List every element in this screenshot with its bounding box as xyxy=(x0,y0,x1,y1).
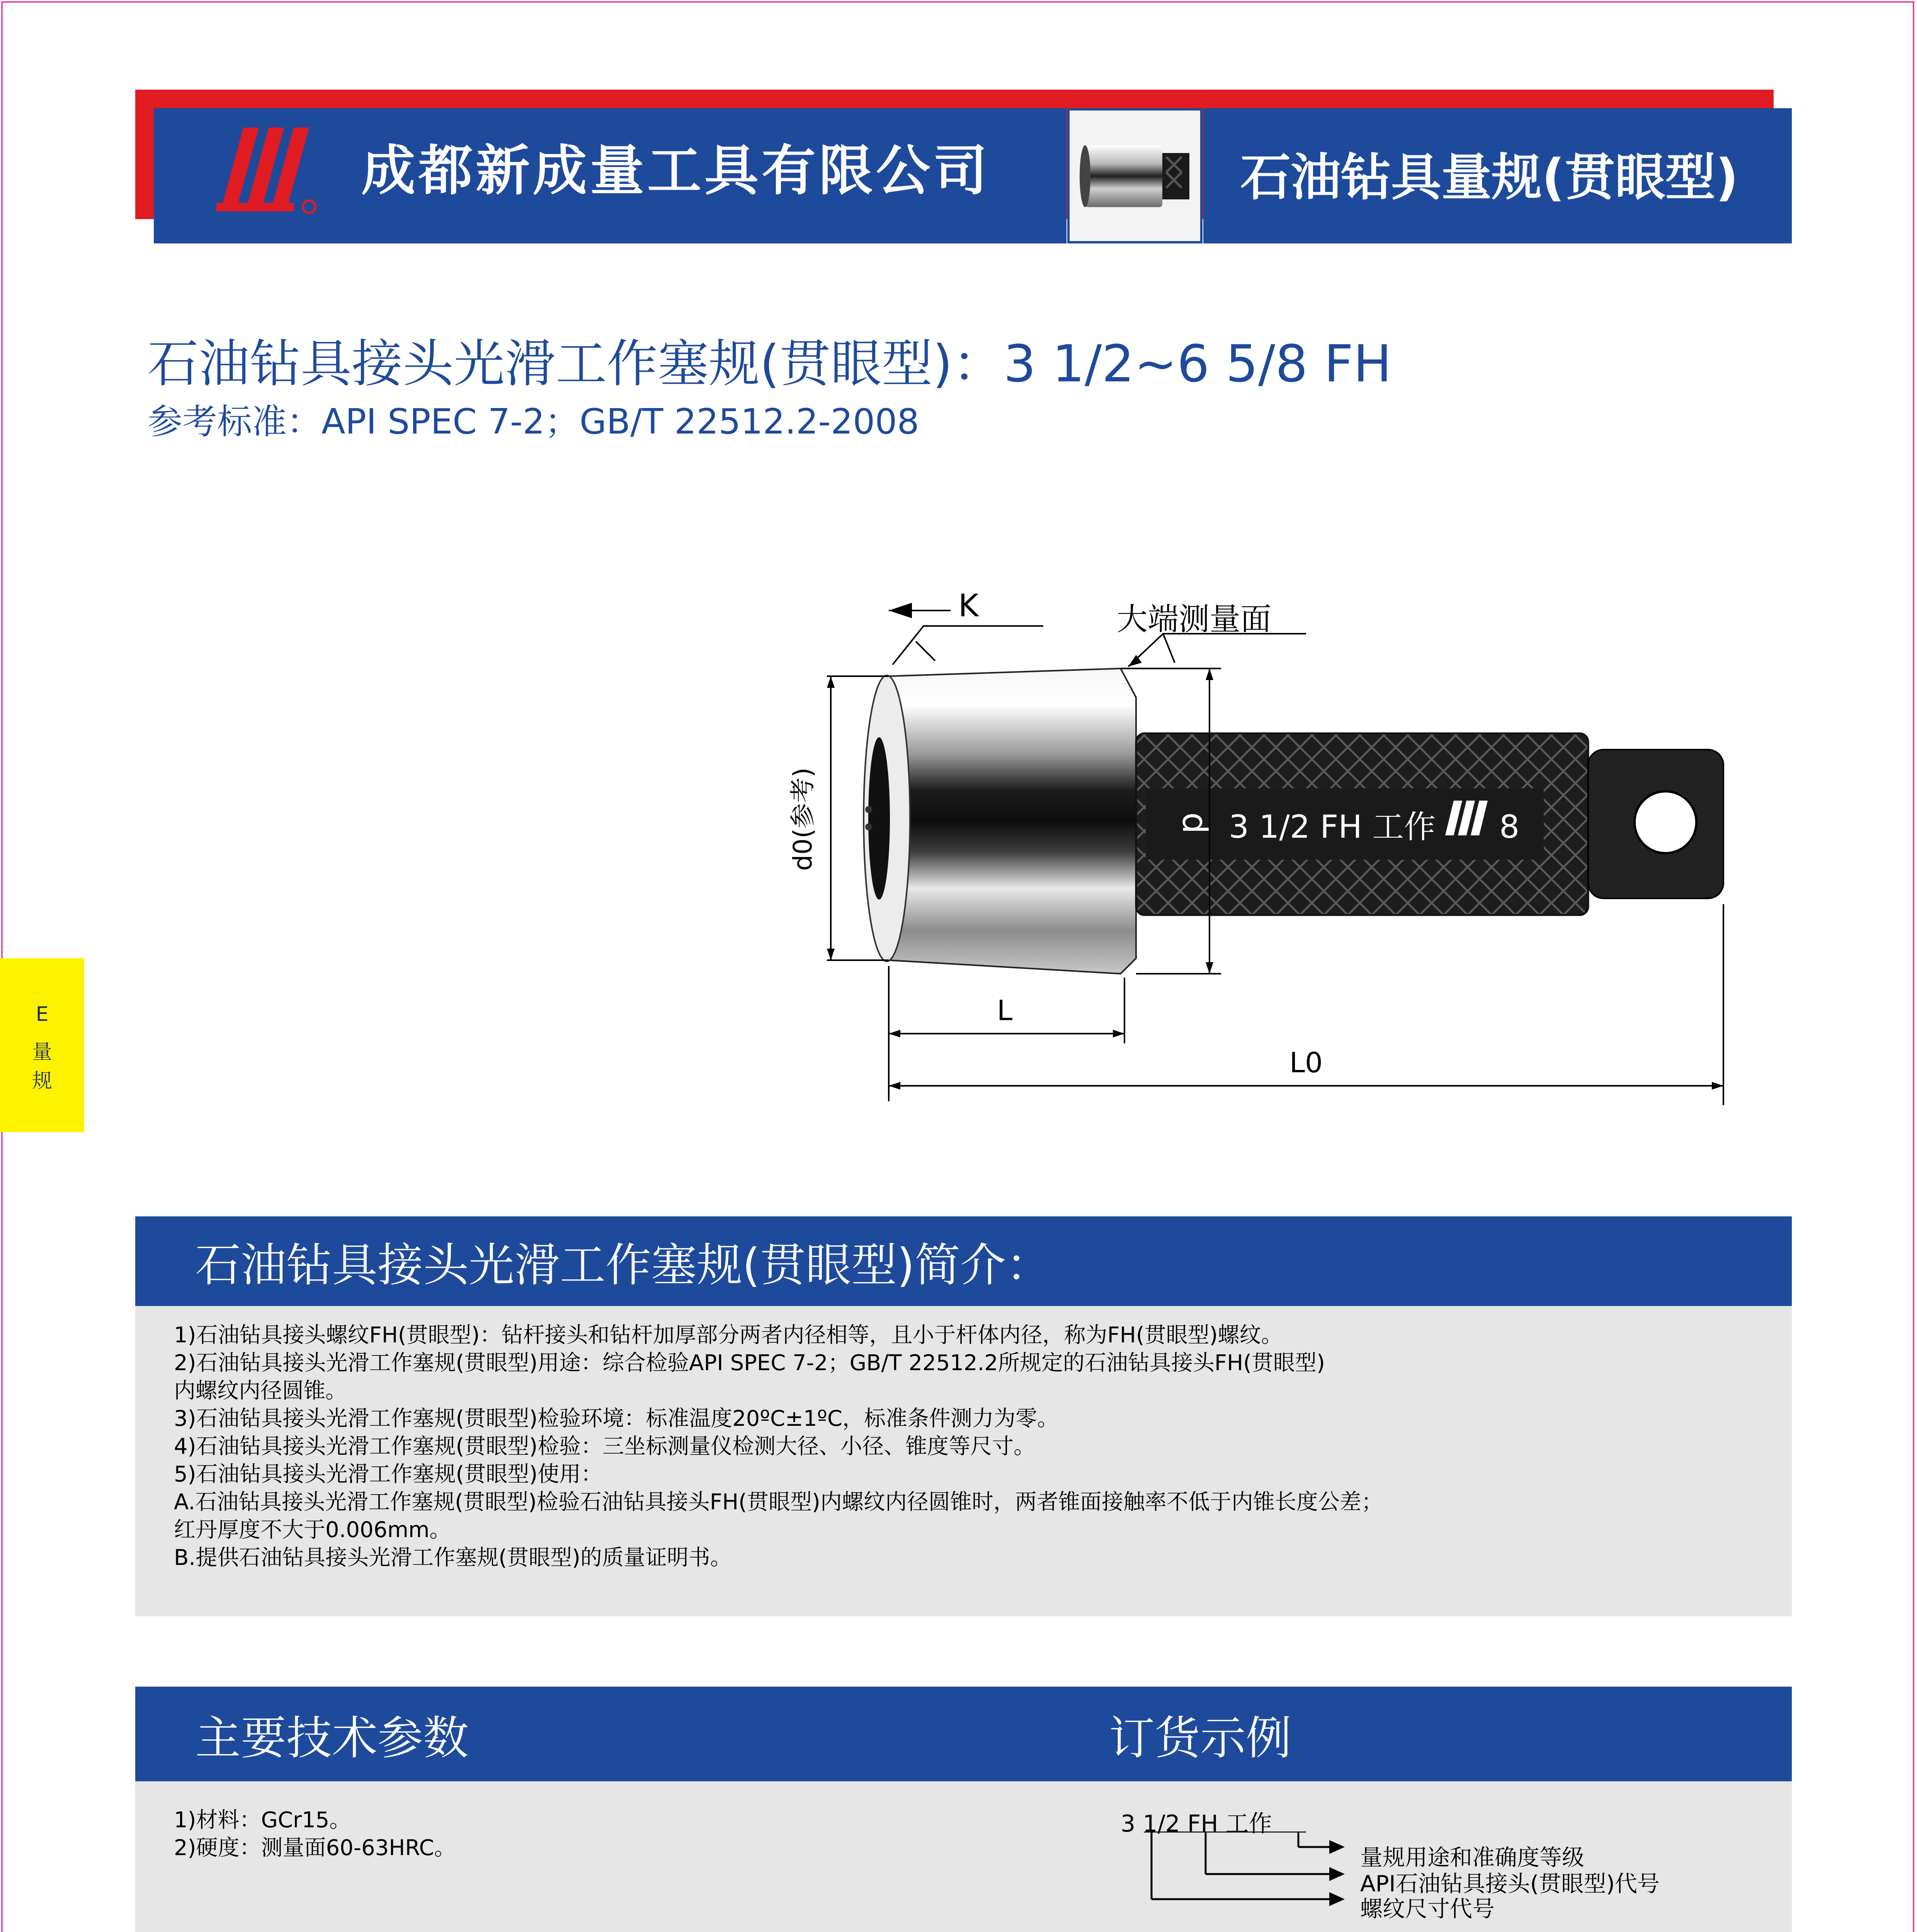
side-tab-char-2: 规 xyxy=(32,1070,52,1093)
intro-line: 5)石油钻具接头光滑工作塞规(贯眼型)使用： xyxy=(174,1462,603,1487)
label-k: K xyxy=(958,588,979,624)
plug-gauge-diagram xyxy=(773,580,1758,1121)
side-tab-char-1: 量 xyxy=(32,1041,52,1064)
label-d0: d0(参考) xyxy=(788,767,818,871)
handle-mark-grade: 8 xyxy=(1499,809,1520,845)
intro-line: 1)石油钻具接头螺纹FH(贯眼型)：钻杆接头和钻杆加厚部分两者内径相等，且小于杆体内径，称为FH(贯眼型)螺纹。 xyxy=(174,1323,1283,1348)
handle-mark-code: 3 1/2 FH 工作 xyxy=(1229,809,1436,845)
gauge-thumbnail-icon xyxy=(1070,111,1200,241)
header-product-thumbnail xyxy=(1067,108,1203,243)
hang-hole-icon xyxy=(1635,791,1696,853)
specs-heading: 主要技术参数 xyxy=(195,1711,469,1765)
intro-section-header xyxy=(135,1216,1792,1306)
intro-line: A.石油钻具接头光滑工作塞规(贯眼型)检验石油钻具接头FH(贯眼型)内螺纹内径圆锥时，两者锥面接触率不低于内锥长度公差； xyxy=(174,1490,1383,1515)
company-name: 成都新成量工具有限公司 xyxy=(361,139,991,202)
page-title: 石油钻具接头光滑工作塞规(贯眼型)：3 1/2~6 5/8 FH xyxy=(148,334,1392,394)
specs-section-header xyxy=(135,1687,1792,1781)
intro-text xyxy=(174,1321,1383,1572)
spec-line: 2)硬度：测量面60-63HRC。 xyxy=(174,1835,456,1861)
order-label-grade: 量规用途和准确度等级 xyxy=(1360,1844,1585,1871)
intro-line: B.提供石油钻具接头光滑工作塞规(贯眼型)的质量证明书。 xyxy=(174,1545,732,1570)
label-l: L xyxy=(997,994,1013,1027)
section-side-tab[interactable] xyxy=(0,958,84,1132)
order-callout-lines xyxy=(1144,1832,1360,1924)
intro-line: 3)石油钻具接头光滑工作塞规(贯眼型)检验环境：标准温度20ºC±1ºC，标准条件测力为零。 xyxy=(174,1406,1059,1431)
specs-text xyxy=(174,1806,456,1862)
handle-mark-d: d xyxy=(1175,812,1215,834)
order-example-code: 3 1/2 FH 工作 xyxy=(1121,1810,1272,1837)
spec-line: 1)材料：GCr15。 xyxy=(174,1808,351,1833)
gauge-body xyxy=(889,668,1136,974)
intro-line: 红丹厚度不大于0.006mm。 xyxy=(174,1517,451,1543)
intro-line: 2)石油钻具接头光滑工作塞规(贯眼型)用途：综合检验API SPEC 7-2；GB/T 22512.2所规定的石油钻具接头FH(贯眼型) xyxy=(174,1350,1325,1376)
intro-heading: 石油钻具接头光滑工作塞规(贯眼型)简介： xyxy=(195,1238,1052,1292)
label-large-end-face: 大端测量面 xyxy=(1117,601,1271,637)
label-l0: L0 xyxy=(1289,1046,1323,1079)
intro-line: 4)石油钻具接头光滑工作塞规(贯眼型)检验：三坐标测量仪检测大径、小径、锥度等尺寸。 xyxy=(174,1434,1036,1459)
order-label-size: 螺纹尺寸代号 xyxy=(1360,1896,1495,1922)
company-logo-icon xyxy=(216,128,332,228)
order-label-connection: API石油钻具接头(贯眼型)代号 xyxy=(1360,1871,1660,1897)
order-heading: 订货示例 xyxy=(1109,1711,1292,1765)
side-tab-letter: E xyxy=(36,1003,49,1026)
intro-line: 内螺纹内径圆锥。 xyxy=(174,1378,347,1403)
product-category-title: 石油钻具量规(贯眼型) xyxy=(1240,148,1738,207)
reference-standard: 参考标准：API SPEC 7-2；GB/T 22512.2-2008 xyxy=(148,401,919,442)
